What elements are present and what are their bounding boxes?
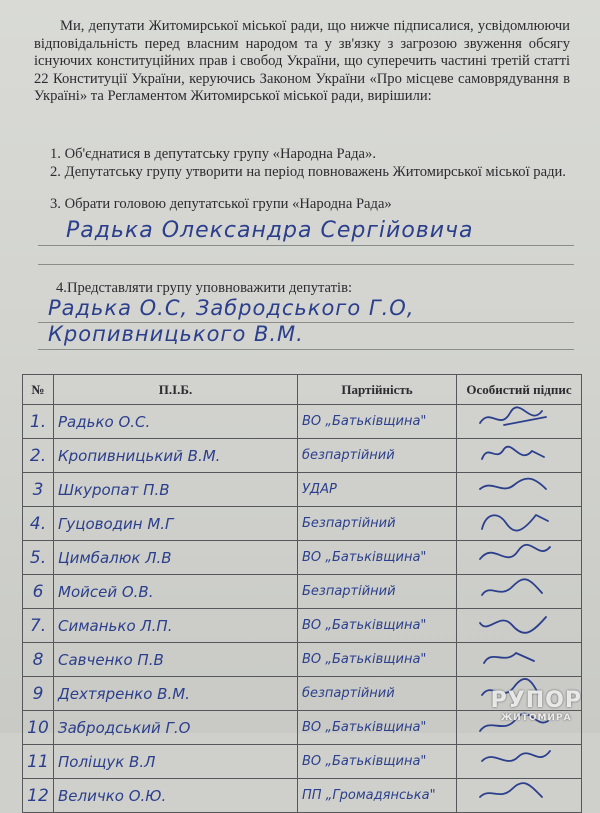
row-number: 10 — [23, 711, 54, 745]
table-row — [23, 507, 582, 541]
table-row — [23, 575, 582, 609]
row-party: безпартійний — [298, 439, 457, 473]
signature-scribble — [461, 473, 571, 501]
row-name: Радько О.С. — [54, 405, 298, 439]
row-name: Дехтяренко В.М. — [54, 677, 298, 711]
row-signature — [457, 439, 582, 473]
table-row — [23, 541, 582, 575]
signature-scribble — [461, 575, 571, 603]
row-name: Мойсей О.В. — [54, 575, 298, 609]
row-party: Безпартійний — [298, 575, 457, 609]
signature-scribble — [461, 745, 571, 773]
table-row — [23, 745, 582, 779]
table-row — [23, 439, 582, 473]
row-signature — [457, 473, 582, 507]
item-1: 1. Об'єднатися в депутатську групу «Народна Рада». — [50, 146, 376, 162]
signature-scribble — [461, 439, 571, 467]
row-party: УДАР — [298, 473, 457, 507]
col-signature: Особистий підпис — [457, 375, 582, 405]
deputies-handwritten-1: Радька О.С, Забродського Г.О, — [48, 296, 415, 320]
col-number: № — [23, 375, 54, 405]
row-name: Величко О.Ю. — [54, 779, 298, 813]
line-deputies-2 — [38, 349, 574, 350]
row-number: 9 — [23, 677, 54, 711]
item-4: 4.Представляти групу уповноважити депутатів: — [56, 280, 353, 296]
row-signature — [457, 745, 582, 779]
col-name: П.І.Б. — [54, 375, 298, 405]
row-signature — [457, 779, 582, 813]
row-name: Кропивницький В.М. — [54, 439, 298, 473]
line-blank — [38, 264, 574, 265]
row-party: ВО „Батьківщина" — [298, 609, 457, 643]
deputies-handwritten-2: Кропивницького В.М. — [48, 322, 304, 346]
row-signature — [457, 643, 582, 677]
table-row — [23, 609, 582, 643]
row-number: 12 — [23, 779, 54, 813]
row-name: Забродський Г.О — [54, 711, 298, 745]
intro-paragraph: Ми, депутати Житомирської міської ради, що нижче підписалися, усвідомлюючи відповідальність перед власним народом та у зв'язку з загрозою звуження обсягу існуючих конституційних прав і свобод України, що суперечить частині третій статті 22 Конституції України, керуючись Законом України «Про місцеве самоврядування в Україні» та Регламентом Житомирської міської ради, вирішили: — [34, 18, 570, 105]
col-party: Партійність — [298, 375, 457, 405]
table-row — [23, 405, 582, 439]
watermark-logo — [491, 688, 582, 723]
row-name: Шкуропат П.В — [54, 473, 298, 507]
row-party: ВО „Батьківщина" — [298, 711, 457, 745]
signature-scribble — [461, 779, 571, 807]
row-party: ВО „Батьківщина" — [298, 643, 457, 677]
watermark-subtitle: ЖИТОМИРА — [501, 713, 572, 723]
row-signature — [457, 541, 582, 575]
table-row — [23, 643, 582, 677]
table-row — [23, 779, 582, 813]
row-number: 4. — [23, 507, 54, 541]
row-number: 3 — [23, 473, 54, 507]
row-number: 1. — [23, 405, 54, 439]
row-party: ВО „Батьківщина" — [298, 541, 457, 575]
row-number: 5. — [23, 541, 54, 575]
table-header-row — [23, 375, 582, 405]
row-number: 6 — [23, 575, 54, 609]
row-name: Гуцоводин М.Г — [54, 507, 298, 541]
watermark-title: РУПОР — [490, 688, 582, 713]
signature-scribble — [461, 643, 571, 671]
row-party: ПП „Громадянська" — [298, 779, 457, 813]
row-number: 8 — [23, 643, 54, 677]
row-signature — [457, 575, 582, 609]
row-signature — [457, 405, 582, 439]
table-row — [23, 473, 582, 507]
head-name-handwritten: Радька Олександра Сергійовича — [66, 218, 474, 243]
signature-scribble — [461, 405, 571, 433]
row-party: безпартійний — [298, 677, 457, 711]
item-3: 3. Обрати головою депутатської групи «Народна Рада» — [50, 196, 392, 212]
row-party: ВО „Батьківщина" — [298, 745, 457, 779]
row-number: 11 — [23, 745, 54, 779]
signature-scribble — [461, 541, 571, 569]
row-name: Поліщук В.Л — [54, 745, 298, 779]
line-head — [38, 245, 574, 246]
row-party: ВО „Батьківщина" — [298, 405, 457, 439]
row-name: Симанько Л.П. — [54, 609, 298, 643]
row-name: Цимбалюк Л.В — [54, 541, 298, 575]
row-signature — [457, 609, 582, 643]
row-number: 2. — [23, 439, 54, 473]
signature-scribble — [461, 609, 571, 637]
row-number: 7. — [23, 609, 54, 643]
row-signature — [457, 507, 582, 541]
row-party: Безпартійний — [298, 507, 457, 541]
signature-scribble — [461, 507, 571, 535]
signature-table — [22, 374, 582, 813]
row-name: Савченко П.В — [54, 643, 298, 677]
item-2: 2. Депутатську групу утворити на період повноважень Житомирської міської ради. — [50, 164, 566, 180]
